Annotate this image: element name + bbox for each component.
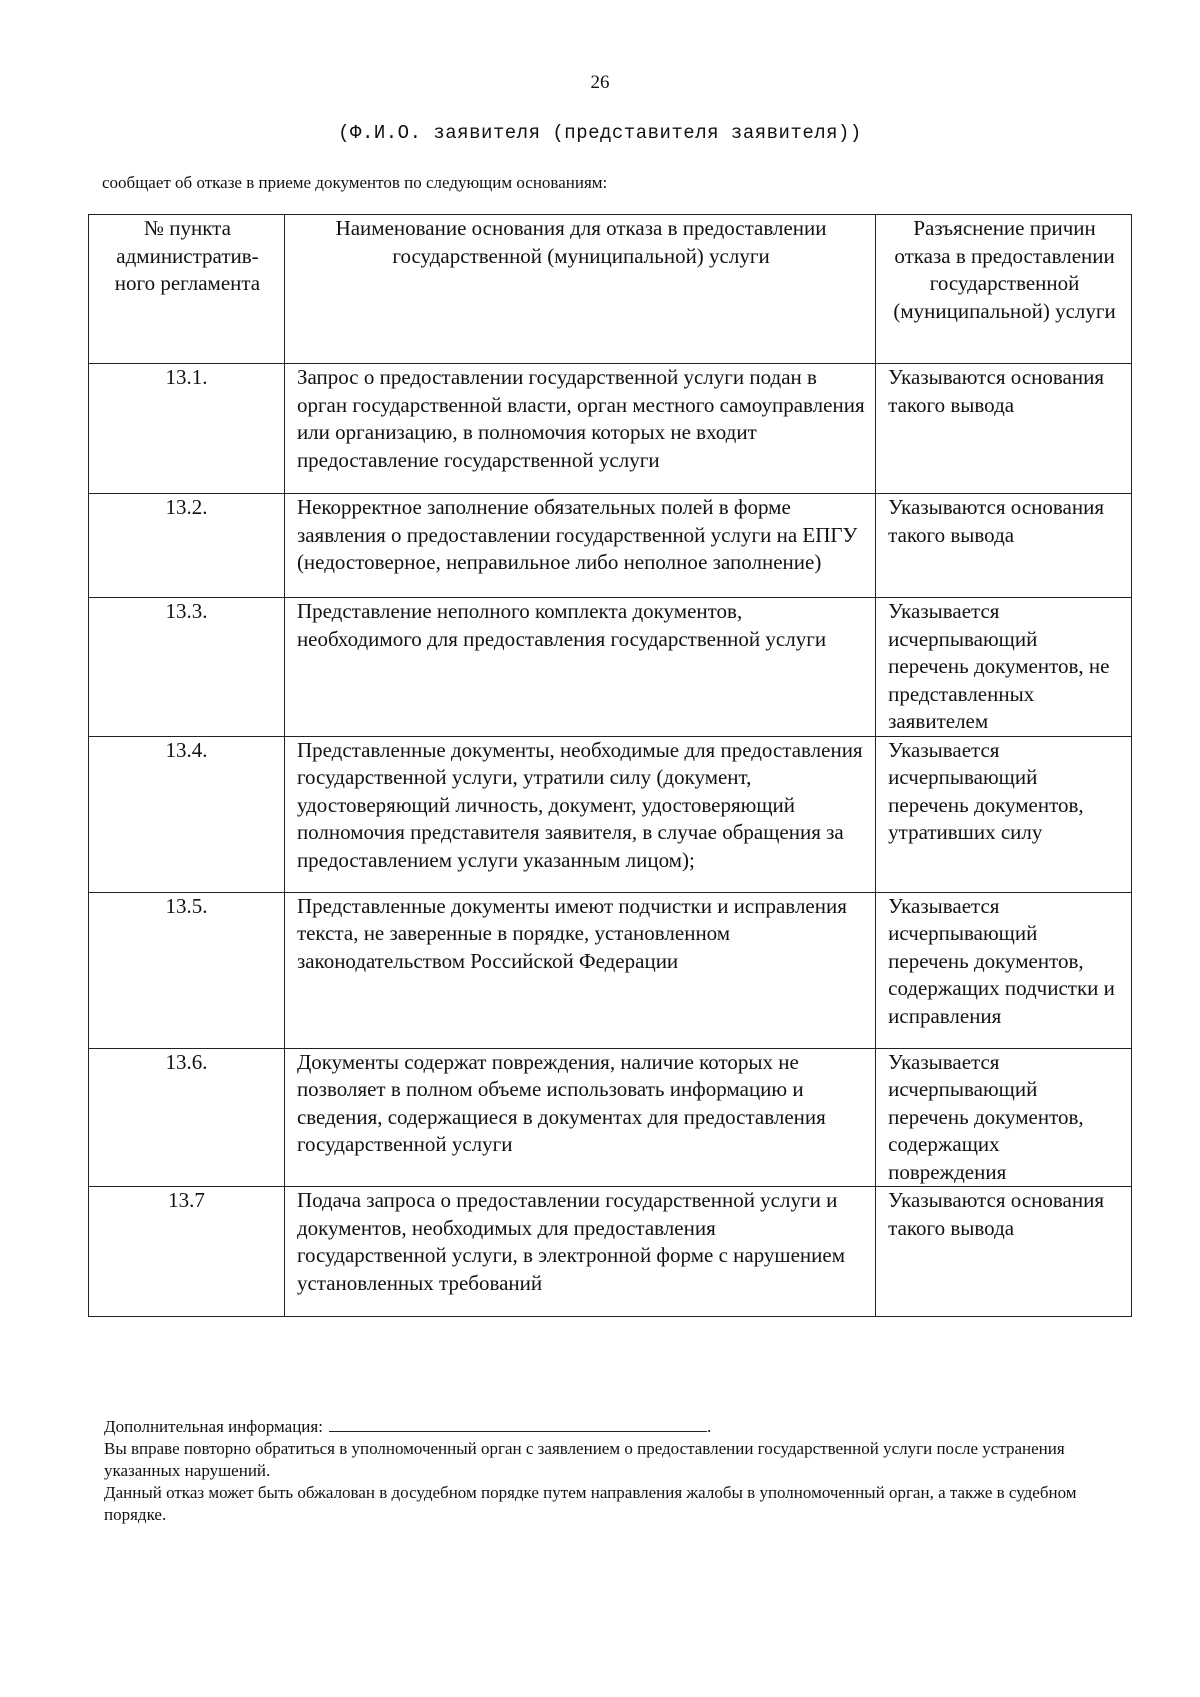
refusal-explanation: Указывается исчерпывающий перечень документов, содержащих повреждения — [876, 1048, 1132, 1187]
refusal-explanation: Указываются основания такого вывода — [876, 494, 1132, 598]
table-row — [89, 494, 1132, 598]
refusal-grounds-table — [88, 214, 1132, 1317]
refusal-explanation: Указывается исчерпывающий перечень документов, содержащих подчистки и исправления — [876, 892, 1132, 1048]
table-row — [89, 364, 1132, 494]
refusal-reason: Документы содержат повреждения, наличие которых не позволяет в полном объеме использовать информацию и сведения, содержащиеся в документах для предоставления государственной услуги — [284, 1048, 875, 1187]
table-row — [89, 892, 1132, 1048]
clause-number: 13.1. — [89, 364, 285, 494]
page-number: 26 — [590, 72, 610, 93]
table-row — [89, 598, 1132, 737]
applicant-name-caption: (Ф.И.О. заявителя (представителя заявителя)) — [338, 122, 862, 144]
clause-number: 13.5. — [89, 892, 285, 1048]
refusal-reason: Некорректное заполнение обязательных полей в форме заявления о предоставлении государственной услуги на ЕПГУ (недостоверное, неправильное либо неполное заполнение) — [284, 494, 875, 598]
clause-number: 13.7 — [89, 1187, 285, 1317]
intro-text: сообщает об отказе в приеме документов по следующим основаниям: — [102, 173, 608, 192]
table-header-row — [89, 215, 1132, 364]
refusal-reason: Представленные документы, необходимые для предоставления государственной услуги, утратили силу (документ, удостоверяющий личность, документ, удостоверяющий полномочия представителя заявителя, в случае обращения за предоставлением услуги указанным лицом); — [284, 736, 875, 892]
refusal-explanation: Указываются основания такого вывода — [876, 1187, 1132, 1317]
appeal-notice: Данный отказ может быть обжалован в досудебном порядке путем направления жалобы в уполномоченный орган, а также в судебном порядке. — [104, 1483, 1077, 1524]
footer-notes — [104, 1416, 1134, 1526]
header-refusal-reason: Наименование основания для отказа в предоставлении государственной (муниципальной) услуги — [284, 215, 875, 364]
reapply-notice: Вы вправе повторно обратиться в уполномоченный орган с заявлением о предоставлении государственной услуги после устранения указанных нарушений. — [104, 1439, 1065, 1480]
refusal-explanation: Указывается исчерпывающий перечень документов, не представленных заявителем — [876, 598, 1132, 737]
clause-number: 13.2. — [89, 494, 285, 598]
additional-info-blank[interactable] — [329, 1417, 707, 1432]
header-clause-number: № пункта административ-ного регламента — [89, 215, 285, 364]
clause-number: 13.6. — [89, 1048, 285, 1187]
refusal-explanation: Указывается исчерпывающий перечень документов, утративших силу — [876, 736, 1132, 892]
table-row — [89, 736, 1132, 892]
additional-info-label: Дополнительная информация: — [104, 1417, 323, 1436]
clause-number: 13.3. — [89, 598, 285, 737]
table-row — [89, 1187, 1132, 1317]
refusal-reason: Запрос о предоставлении государственной услуги подан в орган государственной власти, орган местного самоуправления или организацию, в полномочия которых не входит предоставление государственной услуги — [284, 364, 875, 494]
header-explanation: Разъяснение причин отказа в предоставлении государственной (муниципальной) услуги — [876, 215, 1132, 364]
table-row — [89, 1048, 1132, 1187]
refusal-reason: Подача запроса о предоставлении государственной услуги и документов, необходимых для предоставления государственной услуги, в электронной форме с нарушением установленных требований — [284, 1187, 875, 1317]
refusal-reason: Представление неполного комплекта документов, необходимого для предоставления государственной услуги — [284, 598, 875, 737]
refusal-reason: Представленные документы имеют подчистки и исправления текста, не заверенные в порядке, установленном законодательством Российской Федерации — [284, 892, 875, 1048]
clause-number: 13.4. — [89, 736, 285, 892]
additional-info-end: . — [706, 1417, 712, 1436]
refusal-explanation: Указываются основания такого вывода — [876, 364, 1132, 494]
additional-info-line — [104, 1416, 1134, 1438]
